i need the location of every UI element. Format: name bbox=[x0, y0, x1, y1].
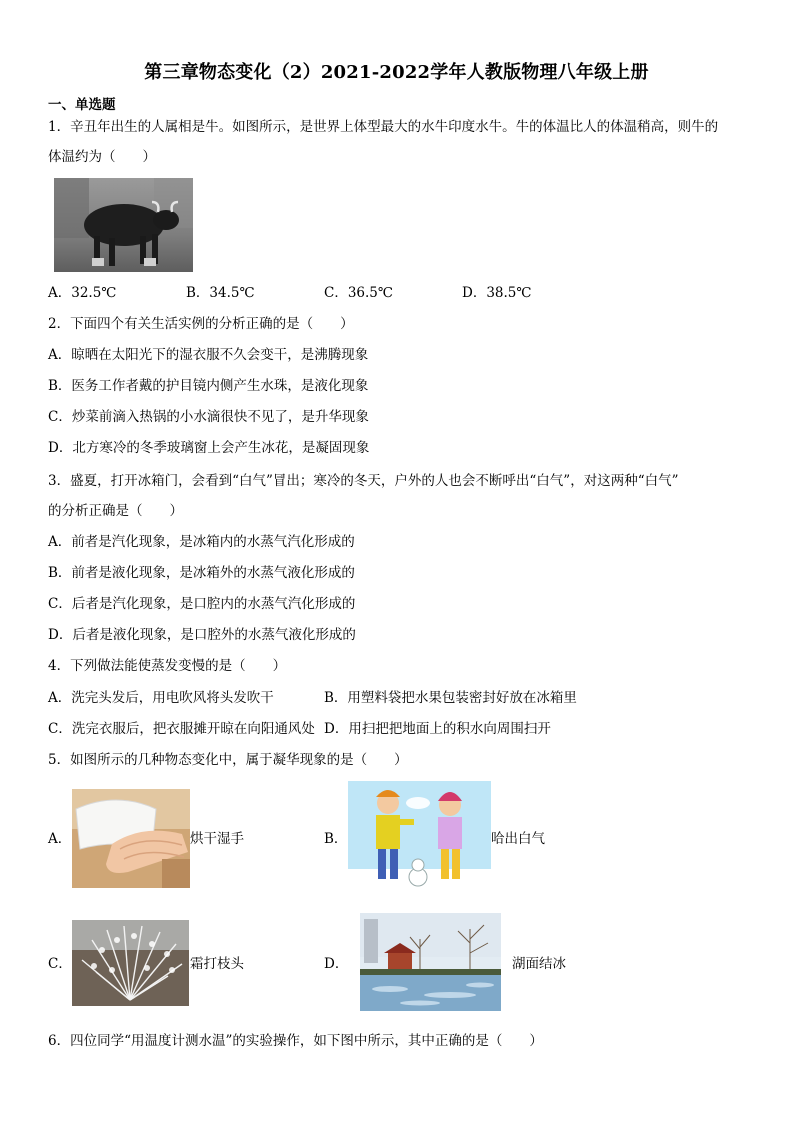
frozen-lake-photo bbox=[360, 913, 501, 1011]
q2-option-b: B．医务工作者戴的护目镜内侧产生水珠，是液化现象 bbox=[48, 378, 369, 394]
q2-option-c: C．炒菜前滴入热锅的小水滴很快不见了，是升华现象 bbox=[48, 409, 369, 425]
q1-option-b: B．34.5℃ bbox=[186, 285, 255, 301]
q5-option-c-letter: C． bbox=[48, 956, 72, 972]
q5-option-d-letter: D． bbox=[324, 956, 349, 972]
q5-option-a-letter: A． bbox=[48, 831, 72, 847]
frost-branches-photo bbox=[72, 920, 189, 1006]
q1-option-c: C．36.5℃ bbox=[324, 285, 393, 301]
q5-stem: 5．如图所示的几种物态变化中，属于凝华现象的是（ ） bbox=[48, 752, 408, 768]
q4-stem: 4．下列做法能使蒸发变慢的是（ ） bbox=[48, 658, 287, 674]
q3-option-a: A．前者是汽化现象，是冰箱内的水蒸气汽化形成的 bbox=[48, 534, 355, 550]
section-heading: 一、单选题 bbox=[48, 97, 116, 113]
page-title: 第三章物态变化（2）2021-2022学年人教版物理八年级上册 bbox=[144, 62, 649, 83]
q1-option-a: A．32.5℃ bbox=[48, 285, 117, 301]
breath-fog-illustration bbox=[348, 781, 491, 896]
q5-option-d-caption: 湖面结冰 bbox=[512, 956, 566, 972]
q5-option-c-caption: 霜打枝头 bbox=[190, 956, 244, 972]
q3-stem-line1: 3．盛夏，打开冰箱门，会看到“白气”冒出；寒冷的冬天，户外的人也会不断呼出“白气”，对这两种“白气” bbox=[48, 473, 679, 489]
q4-option-b: B．用塑料袋把水果包装密封好放在冰箱里 bbox=[324, 690, 577, 706]
q1-stem-line1: 1．辛丑年出生的人属相是牛。如图所示，是世界上体型最大的水牛印度水牛。牛的体温比人的体温稍高，则牛的 bbox=[48, 119, 719, 135]
q6-stem: 6．四位同学“用温度计测水温”的实验操作，如下图中所示，其中正确的是（ ） bbox=[48, 1033, 543, 1049]
q2-stem: 2．下面四个有关生活实例的分析正确的是（ ） bbox=[48, 316, 354, 332]
q3-option-d: D．后者是液化现象，是口腔外的水蒸气液化形成的 bbox=[48, 627, 356, 643]
q4-option-d: D．用扫把把地面上的积水向周围扫开 bbox=[324, 721, 551, 737]
q1-option-d: D．38.5℃ bbox=[462, 285, 532, 301]
q2-option-a: A．晾晒在太阳光下的湿衣服不久会变干，是沸腾现象 bbox=[48, 347, 369, 363]
hand-dryer-photo bbox=[72, 789, 190, 888]
q4-option-c: C．洗完衣服后，把衣服摊开晾在向阳通风处 bbox=[48, 721, 315, 737]
q2-option-d: D．北方寒冷的冬季玻璃窗上会产生冰花，是凝固现象 bbox=[48, 440, 370, 456]
q4-option-a: A．洗完头发后，用电吹风将头发吹干 bbox=[48, 690, 274, 706]
q5-option-b-letter: B． bbox=[324, 831, 348, 847]
q3-option-b: B．前者是液化现象，是冰箱外的水蒸气液化形成的 bbox=[48, 565, 355, 581]
q5-option-a-caption: 烘干湿手 bbox=[190, 831, 244, 847]
q5-option-b-caption: 哈出白气 bbox=[491, 831, 545, 847]
q3-stem-line2: 的分析正确是（ ） bbox=[48, 503, 183, 519]
q1-stem-line2: 体温约为（ ） bbox=[48, 149, 156, 165]
buffalo-photo bbox=[54, 178, 193, 272]
q3-option-c: C．后者是汽化现象，是口腔内的水蒸气汽化形成的 bbox=[48, 596, 356, 612]
